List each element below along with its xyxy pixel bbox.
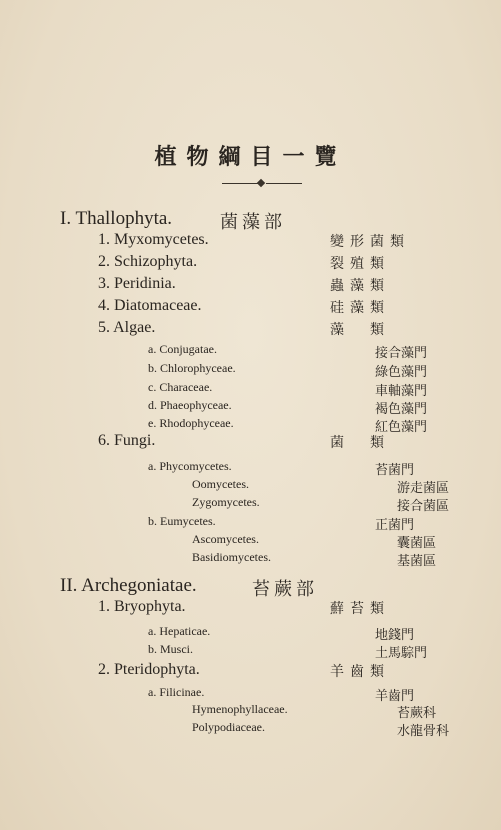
chinese-name: 土馬騌門 bbox=[375, 646, 428, 661]
latin-name: c. Characeae. bbox=[148, 380, 213, 394]
list-item bbox=[0, 319, 501, 339]
latin-name: e. Rhodophyceae. bbox=[148, 416, 234, 430]
chinese-name: 紅色藻門 bbox=[375, 420, 428, 435]
list-item bbox=[0, 297, 501, 317]
latin-name: 2. Schizophyta. bbox=[98, 253, 198, 270]
latin-name: 1. Bryophyta. bbox=[98, 598, 186, 615]
ornament-divider bbox=[222, 183, 302, 185]
chinese-name: 綠色藻門 bbox=[375, 365, 428, 380]
latin-name: I. Thallophyta. bbox=[60, 208, 173, 229]
chinese-name: 褐色藻門 bbox=[375, 402, 428, 417]
chinese-name: 蘚苔類 bbox=[330, 601, 390, 617]
list-item bbox=[0, 459, 501, 479]
list-item bbox=[0, 432, 501, 452]
chinese-name: 羊齒門 bbox=[375, 689, 415, 704]
chinese-name: 囊菌區 bbox=[397, 536, 437, 551]
latin-name: Hymenophyllaceae. bbox=[192, 702, 288, 716]
list-item bbox=[0, 598, 501, 618]
chinese-name: 藻 類 bbox=[330, 322, 390, 338]
latin-name: 6. Fungi. bbox=[98, 432, 156, 449]
latin-name: II. Archegoniatae. bbox=[60, 575, 197, 596]
list-item bbox=[0, 342, 501, 362]
list-item bbox=[0, 231, 501, 251]
chinese-name: 基菌區 bbox=[397, 554, 437, 569]
list-item bbox=[0, 253, 501, 273]
latin-name: Ascomycetes. bbox=[192, 532, 259, 546]
latin-name: a. Conjugatae. bbox=[148, 342, 217, 356]
chinese-name: 硅藻類 bbox=[330, 300, 390, 316]
list-item bbox=[0, 380, 501, 400]
list-item bbox=[0, 495, 501, 515]
list-item bbox=[0, 477, 501, 497]
latin-name: Oomycetes. bbox=[192, 477, 249, 491]
latin-name: 4. Diatomaceae. bbox=[98, 297, 202, 314]
list-item bbox=[0, 661, 501, 681]
chinese-name: 苔菌門 bbox=[375, 463, 415, 478]
list-item bbox=[0, 208, 501, 233]
list-item bbox=[0, 720, 501, 740]
chinese-name: 苔蕨科 bbox=[397, 706, 437, 721]
latin-name: a. Phycomycetes. bbox=[148, 459, 232, 473]
chinese-name: 車軸藻門 bbox=[375, 384, 428, 399]
list-item bbox=[0, 642, 501, 662]
chinese-name: 接合菌區 bbox=[397, 499, 450, 514]
list-item bbox=[0, 624, 501, 644]
latin-name: b. Eumycetes. bbox=[148, 514, 216, 528]
chinese-name: 蟲藻類 bbox=[330, 278, 390, 294]
latin-name: 1. Myxomycetes. bbox=[98, 231, 209, 248]
latin-name: a. Hepaticae. bbox=[148, 624, 211, 638]
latin-name: 3. Peridinia. bbox=[98, 275, 176, 292]
latin-name: b. Chlorophyceae. bbox=[148, 361, 236, 375]
list-item bbox=[0, 361, 501, 381]
chinese-name: 接合藻門 bbox=[375, 346, 428, 361]
latin-name: Zygomycetes. bbox=[192, 495, 260, 509]
list-item bbox=[0, 398, 501, 418]
chinese-name: 變形菌類 bbox=[330, 234, 410, 250]
latin-name: b. Musci. bbox=[148, 642, 193, 656]
list-item bbox=[0, 532, 501, 552]
chinese-name: 地錢門 bbox=[375, 628, 415, 643]
chinese-name: 羊齒類 bbox=[330, 664, 390, 680]
latin-name: d. Phaeophyceae. bbox=[148, 398, 232, 412]
list-item bbox=[0, 275, 501, 295]
list-item bbox=[0, 702, 501, 722]
latin-name: Basidiomycetes. bbox=[192, 550, 271, 564]
latin-name: 5. Algae. bbox=[98, 319, 156, 336]
list-item bbox=[0, 550, 501, 570]
chinese-name: 菌藻部 bbox=[220, 212, 286, 233]
chinese-name: 水龍骨科 bbox=[397, 724, 450, 739]
chinese-name: 裂殖類 bbox=[330, 256, 390, 272]
chinese-name: 苔蕨部 bbox=[252, 579, 318, 600]
chinese-name: 游走菌區 bbox=[397, 481, 450, 496]
chinese-name: 正菌門 bbox=[375, 518, 415, 533]
latin-name: 2. Pteridophyta. bbox=[98, 661, 200, 678]
list-item bbox=[0, 514, 501, 534]
latin-name: a. Filicinae. bbox=[148, 685, 205, 699]
list-item bbox=[0, 575, 501, 600]
latin-name: Polypodiaceae. bbox=[192, 720, 265, 734]
chinese-name: 菌 類 bbox=[330, 435, 390, 451]
page-title: 植物綱目一覽 bbox=[154, 144, 347, 170]
